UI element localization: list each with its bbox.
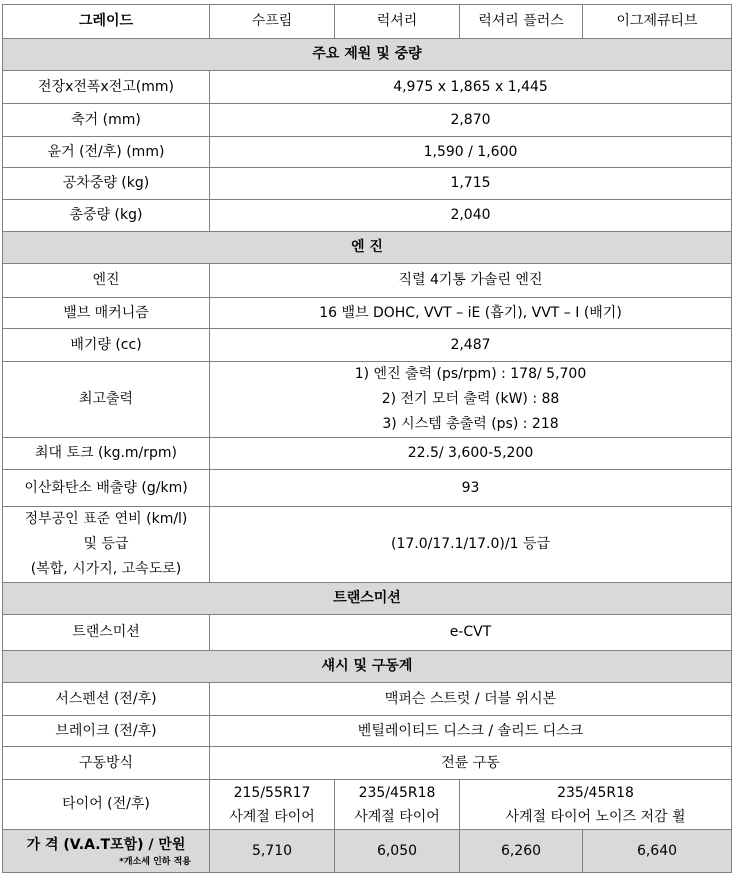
suspension-label: 서스펜션 (전/후) <box>3 683 210 716</box>
wheelbase-label: 축거 (mm) <box>3 104 210 137</box>
tread-label: 윤거 (전/후) (mm) <box>3 137 210 168</box>
torque-value: 22.5/ 3,600-5,200 <box>210 438 732 470</box>
price-executive: 6,640 <box>583 830 732 873</box>
tread-value: 1,590 / 1,600 <box>210 137 732 168</box>
fuel-label-line: (복합, 시가지, 고속도로) <box>30 561 182 577</box>
valve-value: 16 밸브 DOHC, VVT – iE (흡기), VVT – I (배기) <box>210 298 732 329</box>
max-power-value <box>210 362 732 438</box>
section-chassis: 섀시 및 구동계 <box>3 651 732 683</box>
grade-header: 그레이드 <box>3 5 210 39</box>
tire-size: 235/45R18 <box>557 784 634 801</box>
brake-label: 브레이크 (전/후) <box>3 716 210 747</box>
tire-label: 타이어 (전/후) <box>3 780 210 830</box>
fuel-label-line: 정부공인 표준 연비 (km/l) <box>24 511 188 527</box>
tire-type: 사계절 타이어 <box>354 808 440 825</box>
section-dimensions: 주요 제원 및 중량 <box>3 39 732 71</box>
tire-type: 사계절 타이어 <box>229 808 315 825</box>
size-label: 전장x전폭x전고(mm) <box>3 71 210 104</box>
trim-luxury: 럭셔리 <box>335 5 460 39</box>
transmission-value: e-CVT <box>210 615 732 651</box>
tire-size: 235/45R18 <box>358 784 436 801</box>
section-engine: 엔 진 <box>3 232 732 264</box>
tire-luxury <box>335 780 460 830</box>
spec-table <box>2 4 732 873</box>
section-transmission: 트랜스미션 <box>3 583 732 615</box>
trim-supreme: 수프림 <box>210 5 335 39</box>
fuel-economy-value: (17.0/17.1/17.0)/1 등급 <box>210 507 732 583</box>
engine-type-label: 엔진 <box>3 264 210 298</box>
curb-weight-value: 1,715 <box>210 168 732 200</box>
max-power-label: 최고출력 <box>3 362 210 438</box>
displacement-value: 2,487 <box>210 329 732 362</box>
tire-type: 사계절 타이어 노이즈 저감 휠 <box>505 808 686 825</box>
co2-value: 93 <box>210 470 732 507</box>
motor-output-line: 2) 전기 모터 출력 (kW) : 88 <box>381 391 560 407</box>
size-value: 4,975 x 1,865 x 1,445 <box>210 71 732 104</box>
price-label: 가 격 (V.A.T포함) / 만원 <box>26 836 186 853</box>
tax-note: *개소세 인하 적용 <box>119 856 191 867</box>
price-label-cell <box>3 830 210 873</box>
tire-size: 215/55R17 <box>233 784 311 801</box>
engine-output-line: 1) 엔진 출력 (ps/rpm) : 178/ 5,700 <box>354 366 587 382</box>
price-luxury: 6,050 <box>335 830 460 873</box>
tire-luxury-plus-executive <box>460 780 732 830</box>
displacement-label: 배기량 (cc) <box>3 329 210 362</box>
gross-weight-value: 2,040 <box>210 200 732 232</box>
suspension-value: 맥퍼슨 스트럿 / 더블 위시본 <box>210 683 732 716</box>
engine-type-value: 직렬 4기통 가솔린 엔진 <box>210 264 732 298</box>
valve-label: 밸브 매커니즘 <box>3 298 210 329</box>
torque-label: 최대 토크 (kg.m/rpm) <box>3 438 210 470</box>
trim-executive: 이그제큐티브 <box>583 5 732 39</box>
fuel-label-line: 및 등급 <box>83 536 129 552</box>
gross-weight-label: 총중량 (kg) <box>3 200 210 232</box>
header-row <box>3 5 732 39</box>
transmission-label: 트랜스미션 <box>3 615 210 651</box>
price-supreme: 5,710 <box>210 830 335 873</box>
price-row <box>3 830 732 873</box>
brake-value: 벤틸레이티드 디스크 / 솔리드 디스크 <box>210 716 732 747</box>
co2-label: 이산화탄소 배출량 (g/km) <box>3 470 210 507</box>
curb-weight-label: 공차중량 (kg) <box>3 168 210 200</box>
wheelbase-value: 2,870 <box>210 104 732 137</box>
tire-supreme <box>210 780 335 830</box>
drive-label: 구동방식 <box>3 747 210 780</box>
trim-luxury-plus: 럭셔리 플러스 <box>460 5 583 39</box>
system-output-line: 3) 시스템 총출력 (ps) : 218 <box>382 416 559 432</box>
price-luxury-plus: 6,260 <box>460 830 583 873</box>
fuel-economy-label <box>3 507 210 583</box>
drive-value: 전륜 구동 <box>210 747 732 780</box>
